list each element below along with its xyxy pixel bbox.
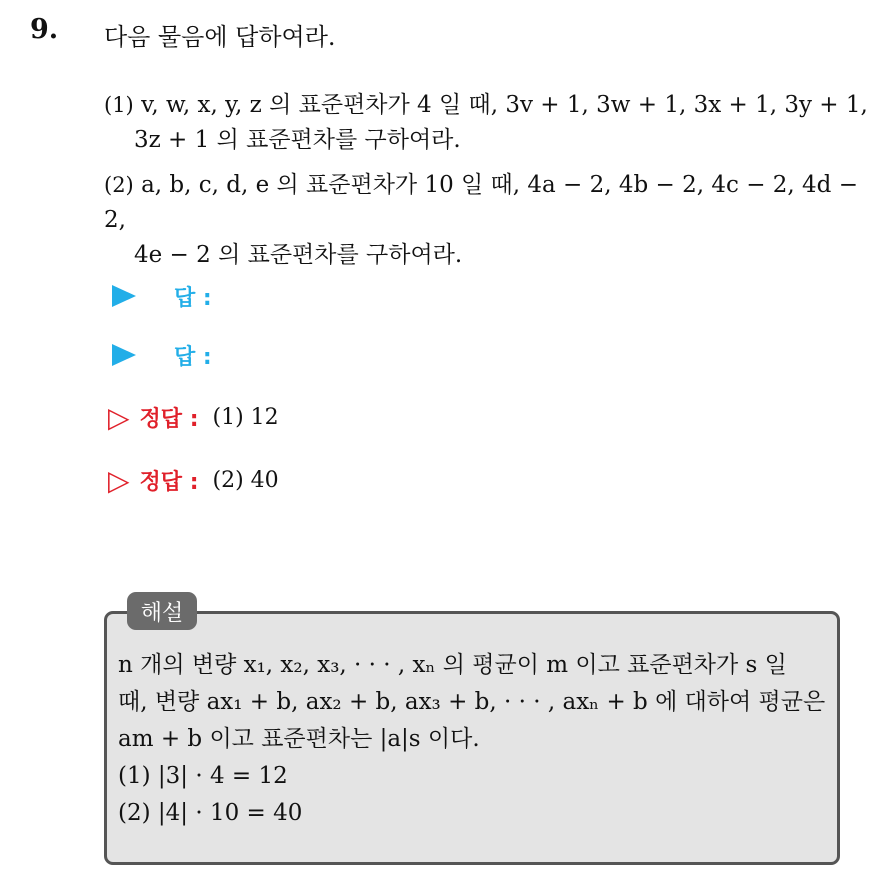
correct-label: 정답 :	[139, 406, 199, 432]
play-arrow-icon	[112, 285, 136, 307]
question-number: 9.	[30, 14, 59, 45]
question-text: 다음 물음에 답하여라.	[104, 23, 336, 51]
subquestion-line: v, w, x, y, z 의 표준편차가 4 일 때, 3v + 1, 3w + 1, 3x + 1, 3y + 1,	[141, 92, 868, 118]
outline-arrow-icon: ▷	[108, 463, 130, 497]
answer-row-1	[108, 281, 212, 311]
explanation-line: (1) |3| · 4 = 12	[118, 763, 288, 789]
correct-row-2	[108, 465, 279, 495]
outline-arrow-icon: ▷	[108, 400, 130, 434]
answer-row-2	[108, 340, 212, 370]
explanation-line: 때, 변량 ax₁ + b, ax₂ + b, ax₃ + b, · · · , axₙ + b 에 대하여 평균은	[118, 689, 826, 715]
explanation-tag: 해설	[127, 592, 197, 630]
subquestion-2	[104, 168, 884, 273]
explanation-line: am + b 이고 표준편차는 |a|s 이다.	[118, 726, 480, 752]
correct-label: 정답 :	[139, 469, 199, 495]
explanation-text	[118, 647, 825, 832]
play-arrow-icon	[112, 344, 136, 366]
correct-row-1	[108, 402, 279, 432]
subquestion-label: (1)	[104, 93, 134, 117]
answer-label: 답 :	[174, 344, 212, 370]
subquestion-1	[104, 88, 868, 158]
correct-value: (2) 40	[212, 467, 279, 493]
explanation-line: (2) |4| · 10 = 40	[118, 800, 303, 826]
subquestion-line: 3z + 1 의 표준편차를 구하여라.	[134, 127, 461, 153]
correct-value: (1) 12	[212, 404, 279, 430]
answer-label: 답 :	[174, 285, 212, 311]
subquestion-label: (2)	[104, 173, 134, 197]
explanation-line: n 개의 변량 x₁, x₂, x₃, · · · , xₙ 의 평균이 m 이고 표준편차가 s 일	[118, 652, 787, 678]
subquestion-line: a, b, c, d, e 의 표준편차가 10 일 때, 4a − 2, 4b − 2, 4c − 2, 4d − 2,	[104, 172, 858, 233]
subquestion-line: 4e − 2 의 표준편차를 구하여라.	[134, 242, 463, 268]
